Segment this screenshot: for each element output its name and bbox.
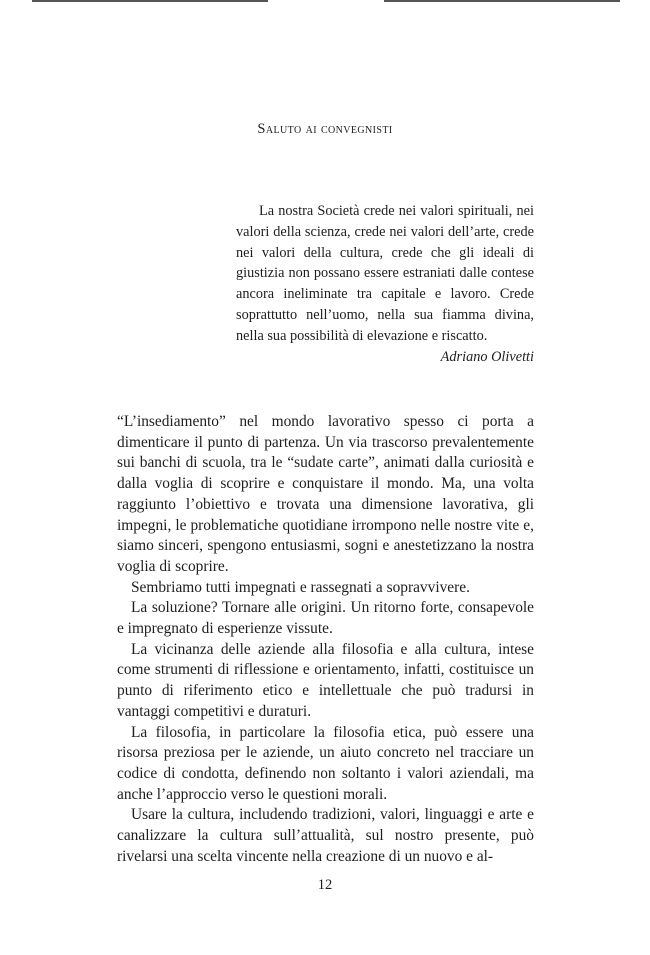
epigraph-author: Adriano Olivetti [440, 348, 534, 365]
page-title: Saluto ai convegnisti [257, 121, 393, 137]
page-number: 12 [317, 877, 333, 893]
body-text [117, 412, 534, 867]
paragraph: Usare la cultura, includendo tradizioni, valori, linguaggi e arte e canalizzare la cultura sull’attualità, sul nostro presente, può rivelarsi una scelta vincente nella creazione di un nuovo e al- [117, 806, 534, 865]
top-rule-left [32, 0, 268, 2]
paragraph: La soluzione? Tornare alle origini. Un ritorno forte, consapevole e impregnato di esperienze vissute. [117, 599, 534, 638]
top-rule-right [384, 0, 620, 2]
paragraph: La vicinanza delle aziende alla filosofia e alla cultura, intese come strumenti di riflessione e orientamento, infatti, costituisce un punto di riferimento etico e intellettuale che può tradursi in vantaggi competitivi e duraturi. [117, 640, 534, 720]
paragraph: Sembriamo tutti impegnati e rassegnati a sopravvivere. [131, 578, 470, 596]
epigraph-quote: La nostra Società crede nei valori spirituali, nei valori della scienza, crede nei valori dell’arte, crede nei valori della cultura, crede che gli ideali di giustizia non possano essere estraniati dalle contese ancora ineliminate tra capitale e lavoro. Crede soprattutto nell’uomo, nella sua fiamma divina, nella sua possibilità di elevazione e riscatto. [236, 203, 534, 344]
paragraph: “L’insediamento” nel mondo lavorativo spesso ci porta a dimenticare il punto di partenza. Un via trascorso prevalentemente sui banchi di scuola, tra le “sudate carte”, animati dalla curiosità e dalla voglia di scoprire e conquistare il mondo. Ma, una volta raggiunto l’obiettivo e trovata una dimensione lavorativa, gli impegni, le problematiche quotidiane irrompono nelle nostre vite e, siamo sinceri, spengono entusiasmi, sogni e anestetizzano la nostra voglia di scoprire. [117, 413, 534, 575]
epigraph [236, 201, 534, 367]
paragraph: La filosofia, in particolare la filosofia etica, può essere una risorsa preziosa per le aziende, un aiuto concreto nel tracciare un codice di condotta, definendo non soltanto i valori aziendali, ma anche l’approccio verso le questioni morali. [117, 723, 534, 803]
